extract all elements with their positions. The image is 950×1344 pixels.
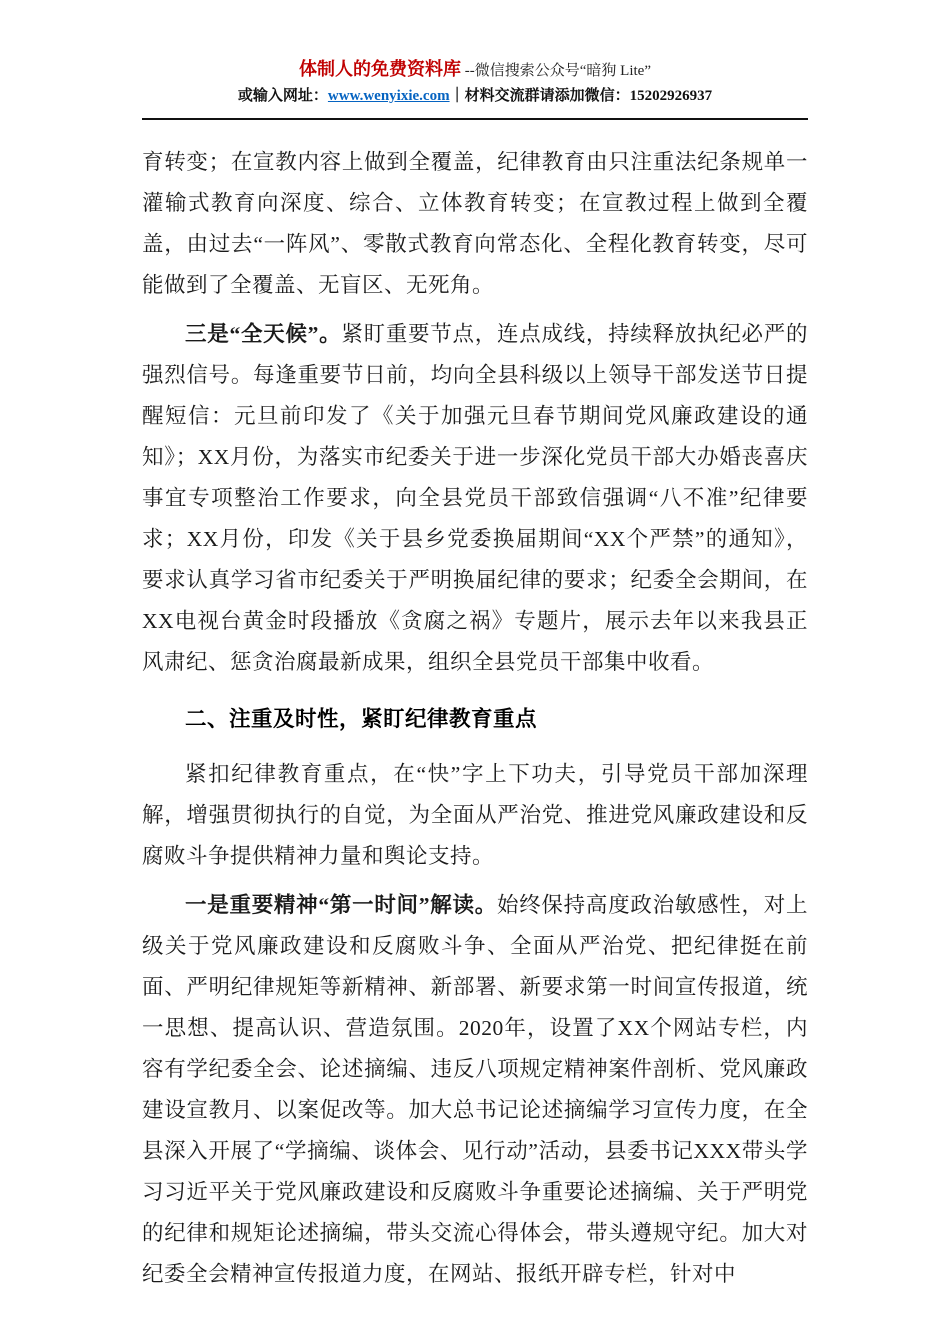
document-body [142, 142, 808, 1295]
paragraph-text: 始终保持高度政治敏感性，对上级关于党风廉政建设和反腐败斗争、全面从严治党、把纪律挺在前面、严明纪律规矩等新精神、新部署、新要求第一时间宣传报道，统一思想、提高认识、营造氛围。2020年，设置了XX个网站专栏，内容有学纪委全会、论述摘编、违反八项规定精神案件剖析、党风廉政建设宣教月、以案促改等。加大总书记论述摘编学习宣传力度，在全县深入开展了“学摘编、谈体会、见行动”活动，县委书记XXX带头学习习近平关于党风廉政建设和反腐败斗争重要论述摘编、关于严明党的纪律和规矩论述摘编，带头交流心得体会，带头遵规守纪。加大对纪委全会精神宣传报道力度，在网站、报纸开辟专栏，针对中 [142, 893, 808, 1286]
paragraph-continuation [142, 142, 808, 306]
header-line2 [142, 84, 808, 108]
header-line1 [142, 56, 808, 84]
paragraph-text: 紧盯重要节点，连点成线，持续释放执纪必严的强烈信号。每逢重要节日前，均向全县科级以上领导干部发送节日提醒短信：元旦前印发了《关于加强元旦春节期间党风廉政建设的通知》；XX月份，为落实市纪委关于进一步深化党员干部大办婚丧喜庆事宜专项整治工作要求，向全县党员干部致信强调“八不准”纪律要求；XX月份，印发《关于县乡党委换届期间“XX个严禁”的通知》，要求认真学习省市纪委关于严明换届纪律的要求；纪委全会期间，在XX电视台黄金时段播放《贪腐之祸》专题片，展示去年以来我县正风肃纪、惩贪治腐最新成果，组织全县党员干部集中收看。 [142, 322, 808, 674]
paragraph-intro-timeliness [142, 754, 808, 877]
paragraph-text: 育转变；在宣教内容上做到全覆盖，纪律教育由只注重法纪条规单一灌输式教育向深度、综合、立体教育转变；在宣教过程上做到全覆盖，由过去“一阵风”、零散式教育向常态化、全程化教育转变，尽可能做到了全覆盖、无盲区、无死角。 [142, 150, 808, 297]
paragraph-one-first-time [142, 885, 808, 1295]
site-url-prefix: 或输入网址： [237, 88, 328, 104]
site-url-link[interactable]: www.wenyixie.com [327, 88, 450, 104]
site-brand-text: 体制人的免费资料库 [299, 59, 462, 79]
section-heading-two: 二、注重及时性，紧盯纪律教育重点 [185, 707, 538, 731]
paragraph-three-all-weather [142, 314, 808, 683]
paragraph-text: 紧扣纪律教育重点，在“快”字上下功夫，引导党员干部加深理解，增强贯彻执行的自觉，为全面从严治党、推进党风廉政建设和反腐败斗争提供精神力量和舆论支持。 [142, 762, 808, 868]
paragraph-lead-bold: 一是重要精神“第一时间”解读。 [185, 893, 497, 917]
site-slogan-text: --微信搜索公众号“暗狗 Lite” [461, 63, 651, 79]
header-banner [142, 56, 808, 120]
paragraph-lead-bold: 三是“全天候”。 [185, 322, 342, 346]
site-contact-text: ｜材料交流群请添加微信：15202926937 [449, 88, 713, 104]
